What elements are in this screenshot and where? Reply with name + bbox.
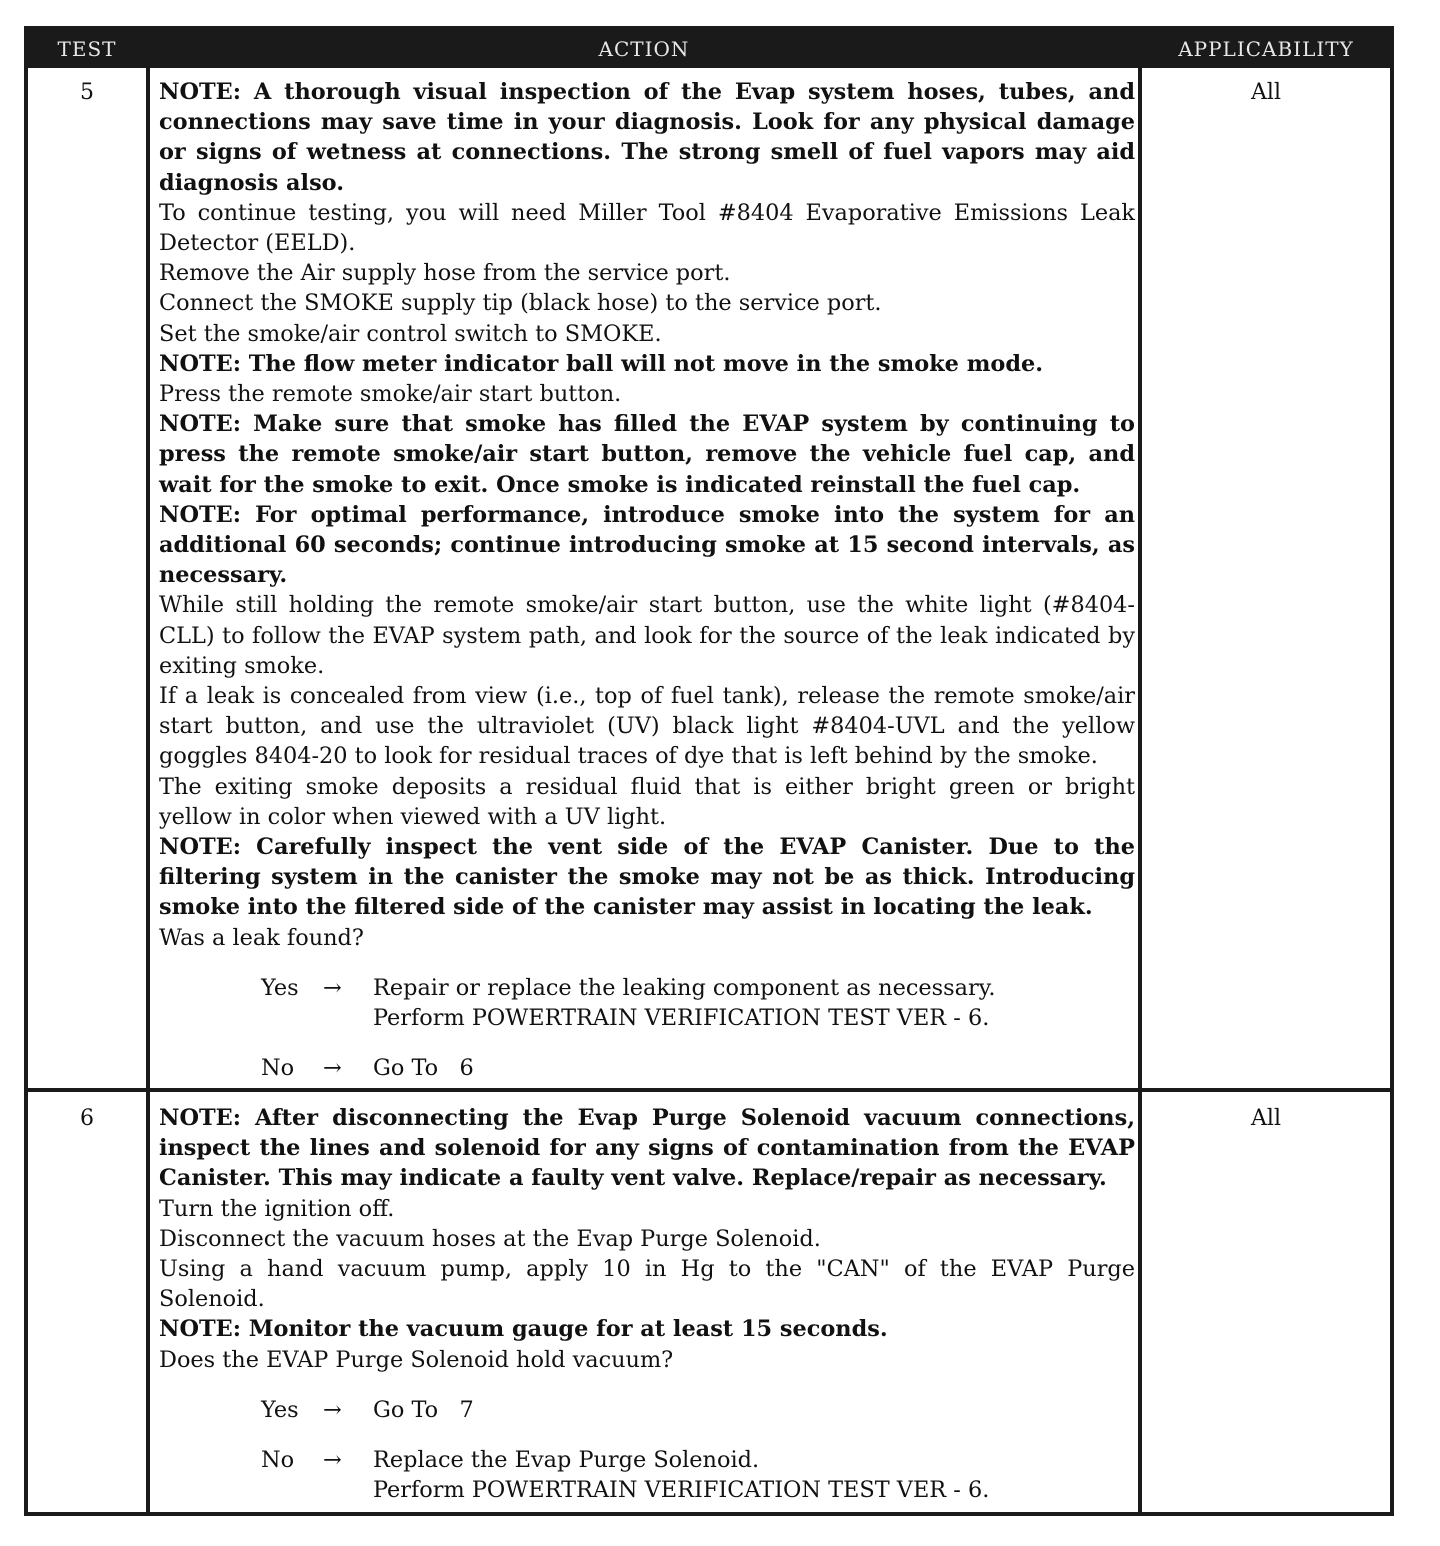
note-text: NOTE: A thorough visual inspection of the Evap system hoses, tubes, and connections may save time in your diagnosis. Look for any physical damage or signs of wetness at connections. The strong smell of fuel vapors may aid diagnosis also. (159, 79, 1135, 196)
note-text: NOTE: For optimal performance, introduce smoke into the system for an additional 60 seconds; continue introducing smoke at 15 second intervals, as necessary. (159, 501, 1135, 589)
answer-label: Yes (261, 1396, 299, 1423)
arrow-right-icon: → (323, 1447, 342, 1474)
action-lines (159, 77, 1135, 953)
arrow-right-icon: → (323, 1396, 342, 1423)
column-divider (146, 68, 150, 1512)
answer-result (373, 1053, 1135, 1083)
header-test: TEST (57, 37, 117, 61)
test-number: 6 (80, 1106, 94, 1131)
row-divider (28, 1088, 1390, 1092)
instruction-text: Disconnect the vacuum hoses at the Evap Purge Solenoid. (159, 1225, 821, 1252)
answer-result (373, 1445, 1135, 1505)
answer-option (261, 1445, 1135, 1505)
answer-label: No (261, 1447, 295, 1474)
applicability-value: All (1251, 1106, 1281, 1131)
instruction-text: Remove the Air supply hose from the service port. (159, 260, 731, 287)
note-text: NOTE: After disconnecting the Evap Purge Solenoid vacuum connections, inspect the lines and solenoid for any signs of contamination from the EVAP Canister. This may indicate a faulty vent valve. Replace/repair as necessary. (159, 1105, 1135, 1192)
instruction-text: Set the smoke/air control switch to SMOKE. (159, 320, 662, 347)
header-applicability: APPLICABILITY (1178, 37, 1354, 61)
header-action: ACTION (598, 37, 690, 61)
instruction-text: Does the EVAP Purge Solenoid hold vacuum? (159, 1346, 674, 1373)
answer-result-line: Perform POWERTRAIN VERIFICATION TEST VER - 6. (373, 1477, 990, 1504)
answer-result-line: Repair or replace the leaking component as necessary. (373, 974, 996, 1001)
answer-result (373, 1395, 1135, 1425)
instruction-text: While still holding the remote smoke/air start button, use the white light (#8404-CLL) to follow the EVAP system path, and look for the source of the leak indicated by exiting smoke. (159, 592, 1135, 679)
answer-result-line: Go To 6 (373, 1055, 474, 1082)
answer-option (261, 1053, 1135, 1083)
answer-label: No (261, 1055, 295, 1082)
note-text: NOTE: Carefully inspect the vent side of the EVAP Canister. Due to the filtering system in the canister the smoke may not be as thick. Introducing smoke into the filtered side of the canister may assist in locating the leak. (159, 834, 1135, 921)
answer-result (373, 973, 1135, 1033)
answer-list (159, 973, 1135, 1084)
answer-option (261, 973, 1135, 1033)
action-lines (159, 1103, 1135, 1375)
answer-result-line: Replace the Evap Purge Solenoid. (373, 1447, 760, 1474)
instruction-text: Was a leak found? (159, 924, 364, 951)
instruction-text: The exiting smoke deposits a residual fluid that is either bright green or bright yellow in color when viewed with a UV light. (159, 773, 1135, 830)
instruction-text: Turn the ignition off. (159, 1195, 395, 1222)
action-cell (159, 77, 1135, 1084)
note-text: NOTE: The flow meter indicator ball will not move in the smoke mode. (159, 350, 1044, 377)
instruction-text: If a leak is concealed from view (i.e., top of fuel tank), release the remote smoke/air start button, and use the ultraviolet (UV) black light #8404-UVL and the yellow goggles 8404-20 to look for residual traces of dye that is left behind by the smoke. (159, 683, 1135, 770)
column-divider (1138, 68, 1142, 1512)
test-number: 5 (80, 80, 94, 105)
diagnostic-table (24, 26, 1394, 1516)
answer-option (261, 1395, 1135, 1425)
table-header (28, 30, 1390, 68)
answer-list (159, 1395, 1135, 1506)
instruction-text: Connect the SMOKE supply tip (black hose) to the service port. (159, 290, 882, 317)
answer-label: Yes (261, 974, 299, 1001)
arrow-right-icon: → (323, 1055, 342, 1082)
note-text: NOTE: Monitor the vacuum gauge for at least 15 seconds. (159, 1316, 888, 1343)
action-cell (159, 1103, 1135, 1505)
arrow-right-icon: → (323, 974, 342, 1001)
instruction-text: Press the remote smoke/air start button. (159, 381, 622, 408)
note-text: NOTE: Make sure that smoke has filled the EVAP system by continuing to press the remote smoke/air start button, remove the vehicle fuel cap, and wait for the smoke to exit. Once smoke is indicated reinstall the fuel cap. (159, 411, 1135, 498)
instruction-text: Using a hand vacuum pump, apply 10 in Hg to the "CAN" of the EVAP Purge Solenoid. (159, 1256, 1135, 1313)
instruction-text: To continue testing, you will need Miller Tool #8404 Evaporative Emissions Leak Detector (EELD). (159, 199, 1135, 257)
applicability-value: All (1251, 80, 1281, 105)
answer-result-line: Perform POWERTRAIN VERIFICATION TEST VER - 6. (373, 1005, 990, 1032)
answer-result-line: Go To 7 (373, 1396, 474, 1423)
